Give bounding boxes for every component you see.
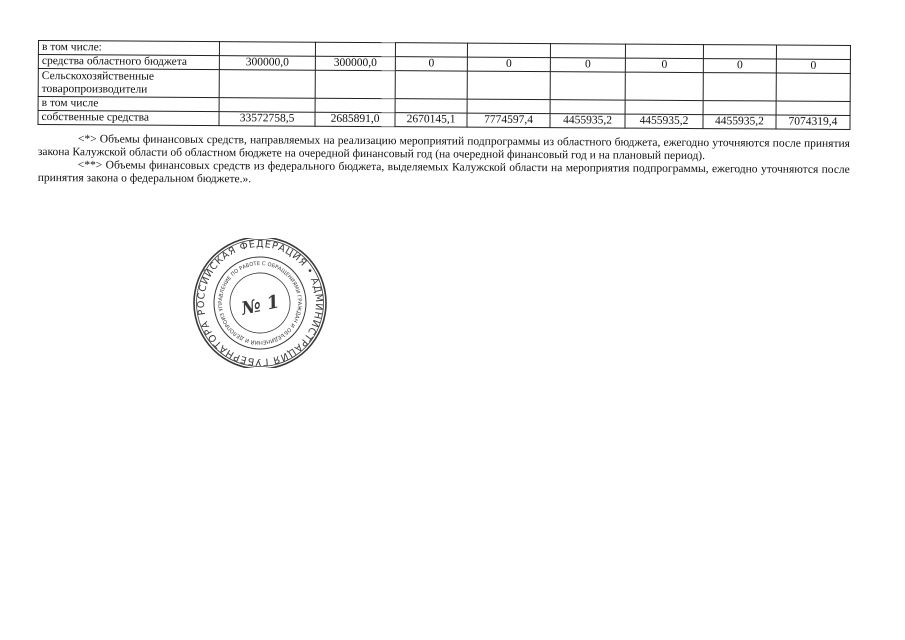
row-label: в том числе xyxy=(38,97,219,112)
value-cell: 4455935,2 xyxy=(703,115,776,129)
value-cell xyxy=(550,72,625,100)
value-cell xyxy=(550,100,625,114)
value-cell: 0 xyxy=(703,59,776,73)
value-cell: 300000,0 xyxy=(315,56,395,70)
footnote-regional-budget: <*> Объемы финансовых средств, направляемых на реализацию мероприятий подпрограммы из областного бюджета, ежегодно уточняются после принятия закона Калужской области об областном бюджете на очередной финансовый год (на очередной финансовый год и на плановый период). xyxy=(37,133,850,163)
value-cell xyxy=(776,45,850,59)
value-cell xyxy=(625,44,703,58)
value-cell: 7074319,4 xyxy=(776,115,850,129)
value-cell: 33572758,5 xyxy=(219,112,315,127)
value-cell xyxy=(395,43,467,57)
value-cell xyxy=(219,70,315,99)
value-cell: 4455935,2 xyxy=(550,114,625,128)
value-cell: 7774597,4 xyxy=(467,113,550,128)
value-cell: 4455935,2 xyxy=(625,114,703,128)
value-cell xyxy=(467,71,550,100)
row-label: средства областного бюджета xyxy=(38,55,219,70)
financing-table-wrapper xyxy=(37,40,850,130)
value-cell xyxy=(776,101,850,115)
value-cell xyxy=(395,71,467,99)
value-cell xyxy=(467,99,550,114)
footnote-federal-budget: <**> Объемы финансовых средств из федерального бюджета, выделяемых Калужской области на мероприятия подпрограммы, ежегодно уточняются после принятия закона о федеральном бюджете.». xyxy=(37,159,850,186)
value-cell xyxy=(219,42,315,57)
value-cell: 0 xyxy=(550,58,625,72)
value-cell xyxy=(315,98,395,112)
value-cell xyxy=(467,43,550,58)
value-cell: 2685891,0 xyxy=(315,112,395,126)
value-cell xyxy=(703,73,776,101)
financing-table-body xyxy=(38,41,850,130)
stamp-inner-text: УПРАВЛЕНИЕ ПО РАБОТЕ С ОБРАЩЕНИЯМИ ГРАЖДАН И ОБЪЕДИНЕНИЙ И ДЕЛОПРОИЗВОДСТВУ xyxy=(217,260,303,346)
value-cell xyxy=(550,44,625,58)
value-cell xyxy=(776,73,850,101)
stamp-outer-text: РОССИЙСКАЯ ФЕДЕРАЦИЯ • АДМИНИСТРАЦИЯ ГУБЕРНАТОРА xyxy=(195,238,325,368)
value-cell xyxy=(703,101,776,115)
value-cell: 0 xyxy=(467,57,550,72)
financing-table xyxy=(37,40,851,130)
value-cell: 2670145,1 xyxy=(395,113,467,127)
row-label: собственные средства xyxy=(38,111,219,126)
value-cell xyxy=(625,72,703,100)
value-cell xyxy=(703,45,776,59)
value-cell xyxy=(625,100,703,114)
value-cell xyxy=(315,70,395,98)
row-label: Сельскохозяйственные товаропроизводители xyxy=(38,69,219,98)
stamp-number: № 1 xyxy=(239,291,282,320)
value-cell: 0 xyxy=(395,57,467,71)
value-cell: 300000,0 xyxy=(219,56,315,71)
value-cell xyxy=(219,98,315,113)
value-cell: 0 xyxy=(625,58,703,72)
value-cell: 0 xyxy=(776,59,850,73)
row-label: в том числе: xyxy=(38,41,219,56)
value-cell xyxy=(315,42,395,56)
footnotes xyxy=(38,133,850,190)
official-seal-stamp xyxy=(190,238,330,368)
value-cell xyxy=(395,99,467,113)
